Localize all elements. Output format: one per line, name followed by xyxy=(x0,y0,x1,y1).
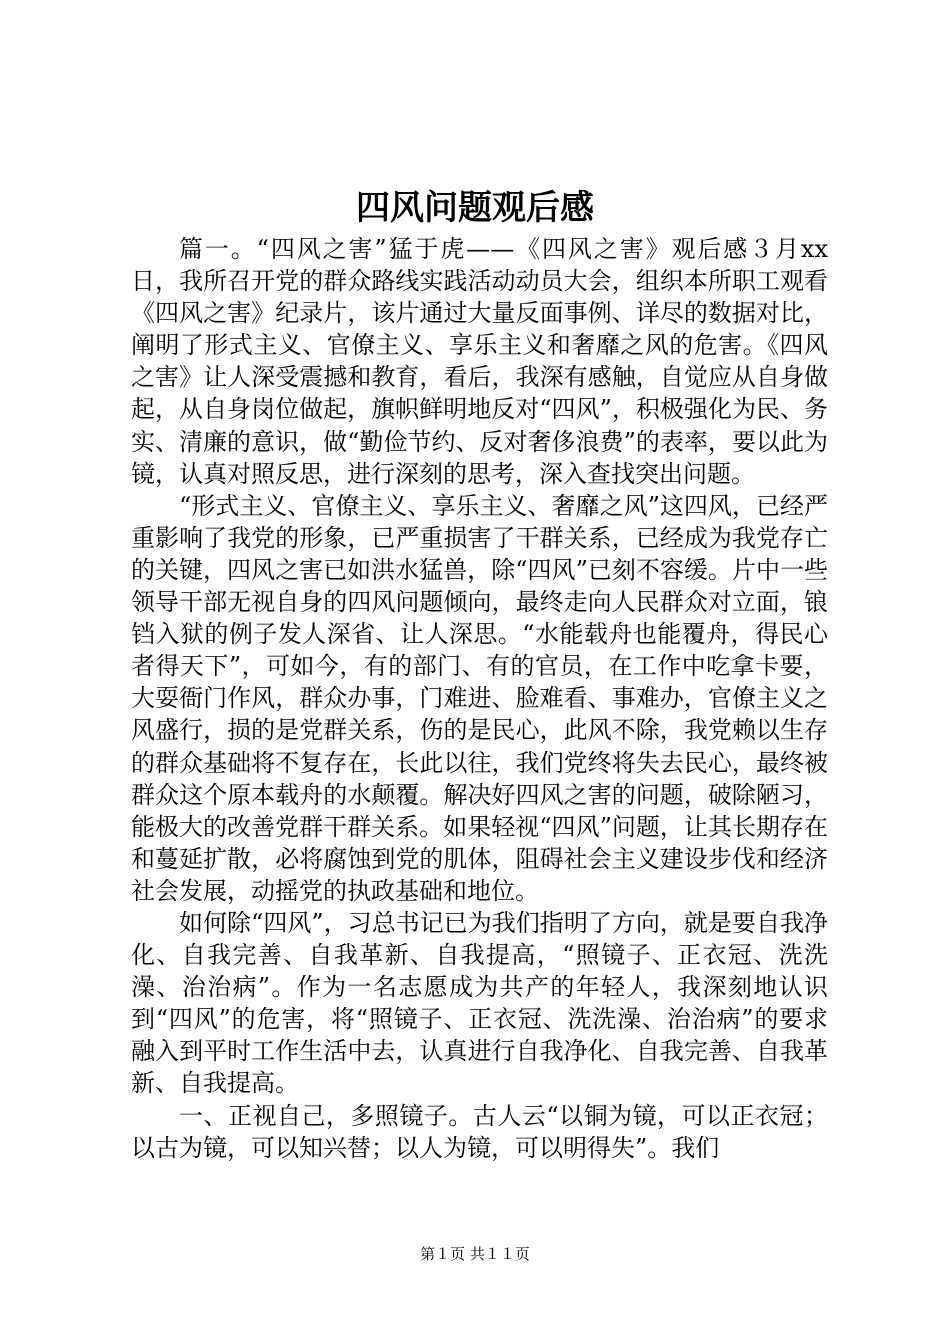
page-footer: 第１页 共１１页 xyxy=(420,1245,530,1263)
body-paragraph: 一、正视自己，多照镜子。古人云“以铜为镜，可以正衣冠；以古为镜，可以知兴替；以人为镜，可以明得失”。我们 xyxy=(131,1101,828,1162)
document-body xyxy=(131,233,828,1164)
body-paragraph: 篇一。“四风之害”猛于虎——《四风之害》观后感３月xx日，我所召开党的群众路线实践活动动员大会，组织本所职工观看《四风之害》纪录片，该片通过大量反面事例、详尽的数据对比，阐明了形式主义、官僚主义、享乐主义和奢靡之风的危害。《四风之害》让人深受震撼和教育，看后，我深有感触，自觉应从自身做起，从自身岗位做起，旗帜鲜明地反对“四风”，积极强化为民、务实、清廉的意识，做“勤俭节约、反对奢侈浪费”的表率，要以此为镜，认真对照反思，进行深刻的思考，深入查找突出问题。 xyxy=(131,235,828,488)
body-paragraph: “形式主义、官僚主义、享乐主义、奢靡之风”这四风，已经严重影响了我党的形象，已严重损害了干群关系，已经成为我党存亡的关键，四风之害已如洪水猛兽，除“四风”已刻不容缓。片中一些领导干部无视自身的四风问题倾向，最终走向人民群众对立面，锒铛入狱的例子发人深省、让人深思。“水能载舟也能覆舟，得民心者得天下”，可如今，有的部门、有的官员，在工作中吃拿卡要，大耍衙门作风，群众办事，门难进、脸难看、事难办，官僚主义之风盛行，损的是党群关系，伤的是民心，此风不除，我党赖以生存的群众基础将不复存在，长此以往，我们党终将失去民心，最终被群众这个原本载舟的水颠覆。解决好四风之害的问题，破除陋习，能极大的改善党群干群关系。如果轻视“四风”问题，让其长期存在和蔓延扩散，必将腐蚀到党的肌体，阻碍社会主义建设步伐和经济社会发展，动摇党的执政基础和地位。 xyxy=(131,491,828,905)
document-title: 四风问题观后感 xyxy=(356,188,594,228)
body-paragraph: 如何除“四风”，习总书记已为我们指明了方向，就是要自我净化、自我完善、自我革新、自我提高，“照镜子、正衣冠、洗洗澡、治治病”。作为一名志愿成为共产的年轻人，我深刻地认识到“四风”的危害，将“照镜子、正衣冠、洗洗澡、治治病”的要求融入到平时工作生活中去，认真进行自我净化、自我完善、自我革新、自我提高。 xyxy=(131,908,828,1098)
